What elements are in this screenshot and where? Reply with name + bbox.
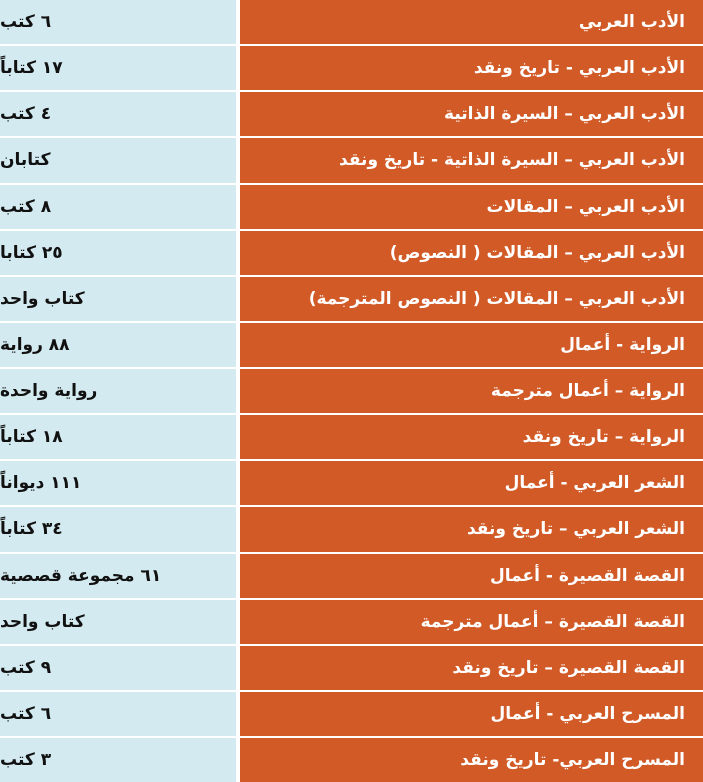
table-row xyxy=(0,644,703,690)
category-cell: المسرح العربي - أعمال xyxy=(240,692,703,736)
table-row xyxy=(0,413,703,459)
table-row xyxy=(0,44,703,90)
category-cell: القصة القصيرة - أعمال xyxy=(240,554,703,598)
category-cell: الأدب العربي – السيرة الذاتية - تاريخ ونقد xyxy=(240,138,703,182)
book-count-cell: ١١١ ديواناً xyxy=(0,461,236,505)
table-row xyxy=(0,367,703,413)
book-count-cell: ٤ كتب xyxy=(0,92,236,136)
category-cell: الشعر العربي – تاريخ ونقد xyxy=(240,507,703,551)
table-row xyxy=(0,90,703,136)
book-count-cell: ٣ كتب xyxy=(0,738,236,782)
table-row xyxy=(0,0,703,44)
category-cell: المسرح العربي- تاريخ ونقد xyxy=(240,738,703,782)
table-row xyxy=(0,321,703,367)
book-count-cell: ٣٤ كتاباً xyxy=(0,507,236,551)
book-count-cell: ٨ كتب xyxy=(0,185,236,229)
book-count-cell: كتاب واحد xyxy=(0,277,236,321)
category-cell: الأدب العربي – المقالات ( النصوص) xyxy=(240,231,703,275)
book-count-cell: رواية واحدة xyxy=(0,369,236,413)
table-row xyxy=(0,598,703,644)
book-count-cell: ١٨ كتاباً xyxy=(0,415,236,459)
table-row xyxy=(0,505,703,551)
table-row xyxy=(0,229,703,275)
book-count-cell: ٦ كتب xyxy=(0,0,236,44)
category-cell: الأدب العربي - تاريخ ونقد xyxy=(240,46,703,90)
table-row xyxy=(0,183,703,229)
category-cell: الأدب العربي – السيرة الذاتية xyxy=(240,92,703,136)
table-row xyxy=(0,552,703,598)
book-count-cell: ٦ كتب xyxy=(0,692,236,736)
book-count-cell: ٢٥ كتابا xyxy=(0,231,236,275)
table-row xyxy=(0,275,703,321)
category-cell: الرواية – أعمال مترجمة xyxy=(240,369,703,413)
category-cell: القصة القصيرة – تاريخ ونقد xyxy=(240,646,703,690)
category-cell: الأدب العربي – المقالات ( النصوص المترجمة) xyxy=(240,277,703,321)
table-row xyxy=(0,136,703,182)
book-count-cell: ٩ كتب xyxy=(0,646,236,690)
table-row xyxy=(0,736,703,782)
book-count-cell: ١٧ كتاباً xyxy=(0,46,236,90)
book-count-cell: كتاب واحد xyxy=(0,600,236,644)
category-cell: الأدب العربي – المقالات xyxy=(240,185,703,229)
book-count-cell: ٨٨ رواية xyxy=(0,323,236,367)
book-count-cell: كتابان xyxy=(0,138,236,182)
category-cell: الشعر العربي - أعمال xyxy=(240,461,703,505)
category-cell: الأدب العربي xyxy=(240,0,703,44)
table-row xyxy=(0,690,703,736)
category-cell: القصة القصيرة – أعمال مترجمة xyxy=(240,600,703,644)
table-row xyxy=(0,459,703,505)
book-count-cell: ٦١ مجموعة قصصية xyxy=(0,554,236,598)
category-cell: الرواية - أعمال xyxy=(240,323,703,367)
category-cell: الرواية – تاريخ ونقد xyxy=(240,415,703,459)
